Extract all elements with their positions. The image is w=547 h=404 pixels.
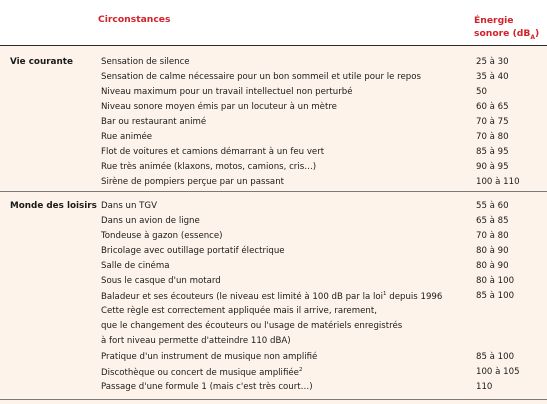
row-value: 90 à 95 bbox=[476, 162, 509, 172]
row-value: 50 bbox=[476, 87, 487, 97]
row-label: Rue animée bbox=[101, 132, 153, 142]
row-label-suffix: depuis 1996 bbox=[386, 291, 443, 302]
table-row bbox=[0, 177, 547, 192]
row-value: 70 à 75 bbox=[476, 117, 509, 127]
section-divider bbox=[0, 191, 547, 192]
column-header-energy-line1: Énergie bbox=[474, 15, 514, 26]
row-label: Pratique d'un instrument de musique non amplifié bbox=[101, 352, 318, 362]
row-value: 70 à 80 bbox=[476, 231, 509, 241]
table-row bbox=[0, 72, 547, 87]
header-divider bbox=[0, 45, 547, 46]
row-value: 65 à 85 bbox=[476, 216, 509, 226]
row-value: 85 à 95 bbox=[476, 147, 509, 157]
footnote-marker: 2 bbox=[298, 367, 303, 373]
row-value: 25 à 30 bbox=[476, 57, 509, 67]
row-value: 110 bbox=[476, 382, 493, 392]
table-row bbox=[0, 352, 547, 367]
table-header bbox=[0, 0, 547, 45]
row-value: 85 à 100 bbox=[476, 352, 515, 362]
column-header-energy bbox=[474, 14, 539, 44]
row-label: Sensation de calme nécessaire pour un bon sommeil et utile pour le repos bbox=[101, 72, 421, 82]
row-value: 100 à 105 bbox=[476, 367, 520, 377]
row-label-group bbox=[101, 291, 442, 302]
row-label: Baladeur et ses écouteurs (le niveau est limité à 100 dB par la loi bbox=[101, 291, 384, 302]
footnote-marker: 1 bbox=[383, 291, 387, 297]
row-label: à fort niveau permette d'atteindre 110 dBA) bbox=[101, 336, 291, 346]
section-title-daily-life: Vie courante bbox=[10, 57, 73, 67]
table-row bbox=[0, 336, 547, 351]
table-row bbox=[0, 246, 547, 261]
table-row bbox=[0, 321, 547, 336]
table-row bbox=[0, 201, 547, 216]
row-label: Tondeuse à gazon (essence) bbox=[101, 231, 223, 241]
row-label: Discothèque ou concert de musique amplifiée bbox=[101, 367, 299, 378]
column-header-energy-close: ) bbox=[535, 28, 540, 39]
table-row bbox=[0, 117, 547, 132]
row-value: 80 à 90 bbox=[476, 246, 509, 256]
table-row bbox=[0, 367, 547, 382]
table-row bbox=[0, 162, 547, 177]
row-value: 35 à 40 bbox=[476, 72, 509, 82]
row-label: Niveau sonore moyen émis par un locuteur à un mètre bbox=[101, 102, 337, 112]
row-label: Dans un avion de ligne bbox=[101, 216, 200, 226]
table-row bbox=[0, 57, 547, 72]
table-row bbox=[0, 132, 547, 147]
row-value: 80 à 100 bbox=[476, 276, 515, 286]
table-row bbox=[0, 216, 547, 231]
table-row bbox=[0, 147, 547, 162]
table-row bbox=[0, 382, 547, 397]
row-value: 100 à 110 bbox=[476, 177, 520, 187]
row-value: 85 à 100 bbox=[476, 291, 515, 301]
table-row bbox=[0, 261, 547, 276]
table-row bbox=[0, 306, 547, 321]
row-label: Cette règle est correctement appliquée mais il arrive, rarement, bbox=[101, 306, 377, 316]
row-value: 60 à 65 bbox=[476, 102, 509, 112]
row-label-group bbox=[101, 367, 302, 378]
table-row bbox=[0, 291, 547, 306]
row-label: Salle de cinéma bbox=[101, 261, 170, 271]
table-bottom-rule bbox=[0, 399, 547, 400]
section-title-leisure: Monde des loisirs bbox=[10, 201, 97, 211]
table-row bbox=[0, 231, 547, 246]
row-label: que le changement des écouteurs ou l'usage de matériels enregistrés bbox=[101, 321, 403, 331]
row-value: 55 à 60 bbox=[476, 201, 509, 211]
row-value: 80 à 90 bbox=[476, 261, 509, 271]
table-row bbox=[0, 276, 547, 291]
row-label: Sirène de pompiers perçue par un passant bbox=[101, 177, 285, 187]
row-label: Niveau maximum pour un travail intellectuel non perturbé bbox=[101, 87, 353, 97]
row-label: Bricolage avec outillage portatif électrique bbox=[101, 246, 285, 256]
row-label: Rue très animée (klaxons, motos, camions, cris…) bbox=[101, 162, 317, 172]
row-label: Dans un TGV bbox=[101, 201, 157, 211]
row-label: Sous le casque d'un motard bbox=[101, 276, 221, 286]
row-value: 70 à 80 bbox=[476, 132, 509, 142]
column-header-energy-line2: sonore (dB bbox=[474, 28, 531, 39]
column-header-energy-subscript: A bbox=[530, 33, 536, 41]
row-label: Flot de voitures et camions démarrant à un feu vert bbox=[101, 147, 325, 157]
table-row bbox=[0, 102, 547, 117]
column-header-circumstances: Circonstances bbox=[98, 14, 171, 25]
table-row bbox=[0, 87, 547, 102]
row-label: Sensation de silence bbox=[101, 57, 190, 67]
row-label: Passage d'une formule 1 (mais c'est très court…) bbox=[101, 382, 313, 392]
row-label: Bar ou restaurant animé bbox=[101, 117, 207, 127]
